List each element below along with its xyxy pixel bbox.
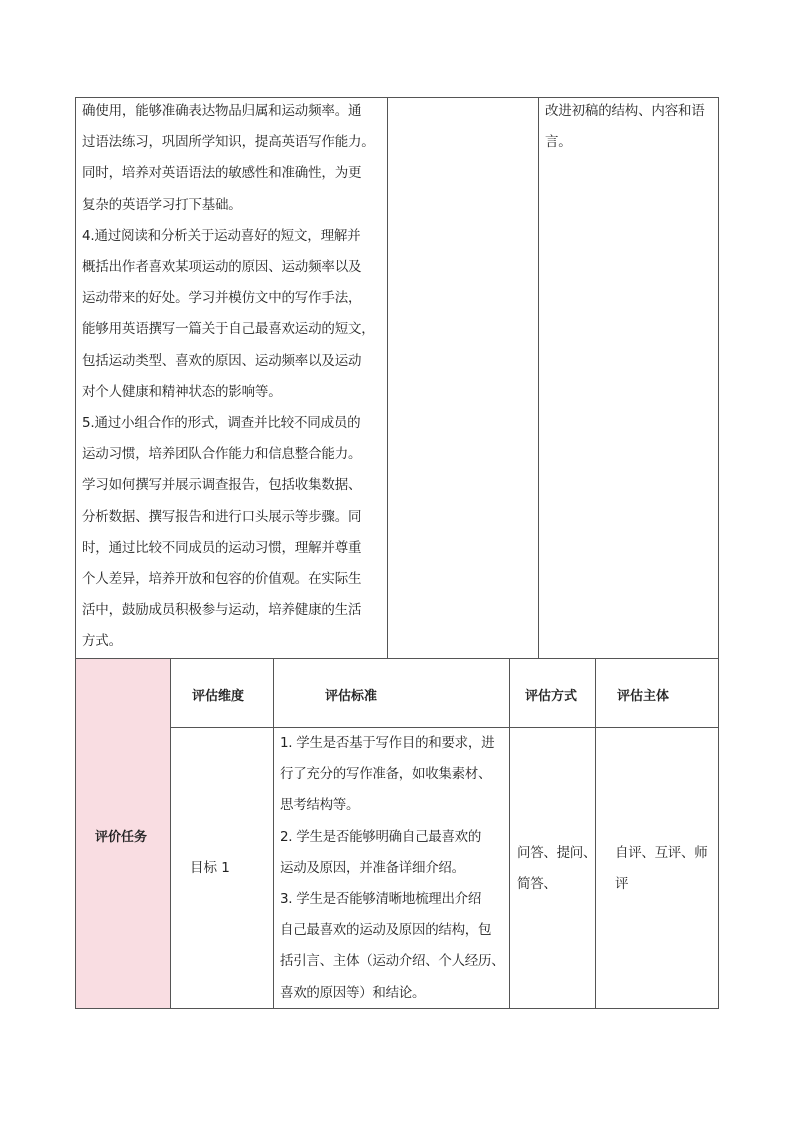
text-line: 4.通过阅读和分析关于运动喜好的短文，理解并: [82, 227, 361, 244]
text-line: 概括出作者喜欢某项运动的原因、运动频率以及: [82, 259, 362, 275]
grid-line: [538, 97, 539, 658]
header-method: 评估方式: [525, 689, 578, 704]
text-line: 自己最喜欢的运动及原因的结构，包: [280, 922, 492, 939]
text-line: 括引言、主体（运动介绍、个人经历、: [280, 953, 505, 970]
header-dimension: 评估维度: [192, 689, 245, 704]
text-line: 时，通过比较不同成员的运动习惯，理解并尊重: [82, 539, 362, 556]
grid-line: [387, 97, 388, 658]
grid-line: [273, 658, 274, 1009]
text-line: 问答、提问、: [517, 845, 597, 861]
text-line: 思考结构等。: [280, 797, 360, 814]
section-label: 评价任务: [95, 830, 148, 845]
text-line: 改进初稿的结构、内容和语: [545, 103, 705, 119]
text-line: 自评、互评、师: [615, 845, 708, 861]
text-line: 运动带来的好处。学习并模仿文中的写作手法，: [82, 290, 362, 307]
text-line: 2. 学生是否能够明确自己最喜欢的: [280, 828, 482, 845]
header-subject: 评估主体: [617, 689, 670, 704]
text-line: 简答、: [517, 876, 557, 893]
text-line: 学习如何撰写并展示调查报告，包括收集数据、: [82, 477, 362, 494]
text-line: 分析数据、撰写报告和进行口头展示等步骤。同: [82, 508, 362, 525]
text-line: 运动及原因，并准备详细介绍。: [280, 859, 465, 876]
text-line: 行了充分的写作准备，如收集素材、: [280, 766, 492, 783]
text-line: 言。: [545, 134, 572, 151]
grid-line: [170, 658, 171, 1009]
text-line: 方式。: [82, 633, 122, 650]
text-line: 3. 学生是否能够清晰地梳理出介绍: [280, 891, 482, 907]
text-line: 确使用，能够准确表达物品归属和运动频率。通: [82, 103, 362, 119]
text-line: 过语法练习，巩固所学知识，提高英语写作能力。: [82, 134, 375, 151]
grid-line: [75, 658, 719, 659]
text-line: 评: [615, 876, 629, 893]
grid-line: [718, 97, 719, 1009]
text-line: 对个人健康和精神状态的影响等。: [82, 383, 282, 400]
text-line: 5.通过小组合作的形式，调查并比较不同成员的: [82, 415, 361, 431]
text-line: 运动习惯，培养团队合作能力和信息整合能力。: [82, 446, 362, 463]
text-line: 包括运动类型、喜欢的原因、运动频率以及运动: [82, 352, 362, 369]
text-line: 喜欢的原因等）和结论。: [280, 984, 426, 1001]
grid-line: [509, 658, 510, 1009]
text-line: 复杂的英语学习打下基础。: [82, 196, 242, 213]
text-line: 同时，培养对英语语法的敏感性和准确性，为更: [82, 165, 362, 182]
text-line: 个人差异，培养开放和包容的价值观。在实际生: [82, 571, 362, 587]
text-line: 能够用英语撰写一篇关于自己最喜欢运动的短文，: [82, 321, 375, 338]
row-dimension: 目标 1: [190, 860, 230, 876]
grid-line: [595, 658, 596, 1009]
text-line: 活中，鼓励成员积极参与运动，培养健康的生活: [82, 602, 362, 619]
grid-line: [75, 97, 76, 1009]
text-line: 1. 学生是否基于写作目的和要求，进: [280, 735, 495, 751]
header-standard: 评估标准: [325, 689, 378, 704]
